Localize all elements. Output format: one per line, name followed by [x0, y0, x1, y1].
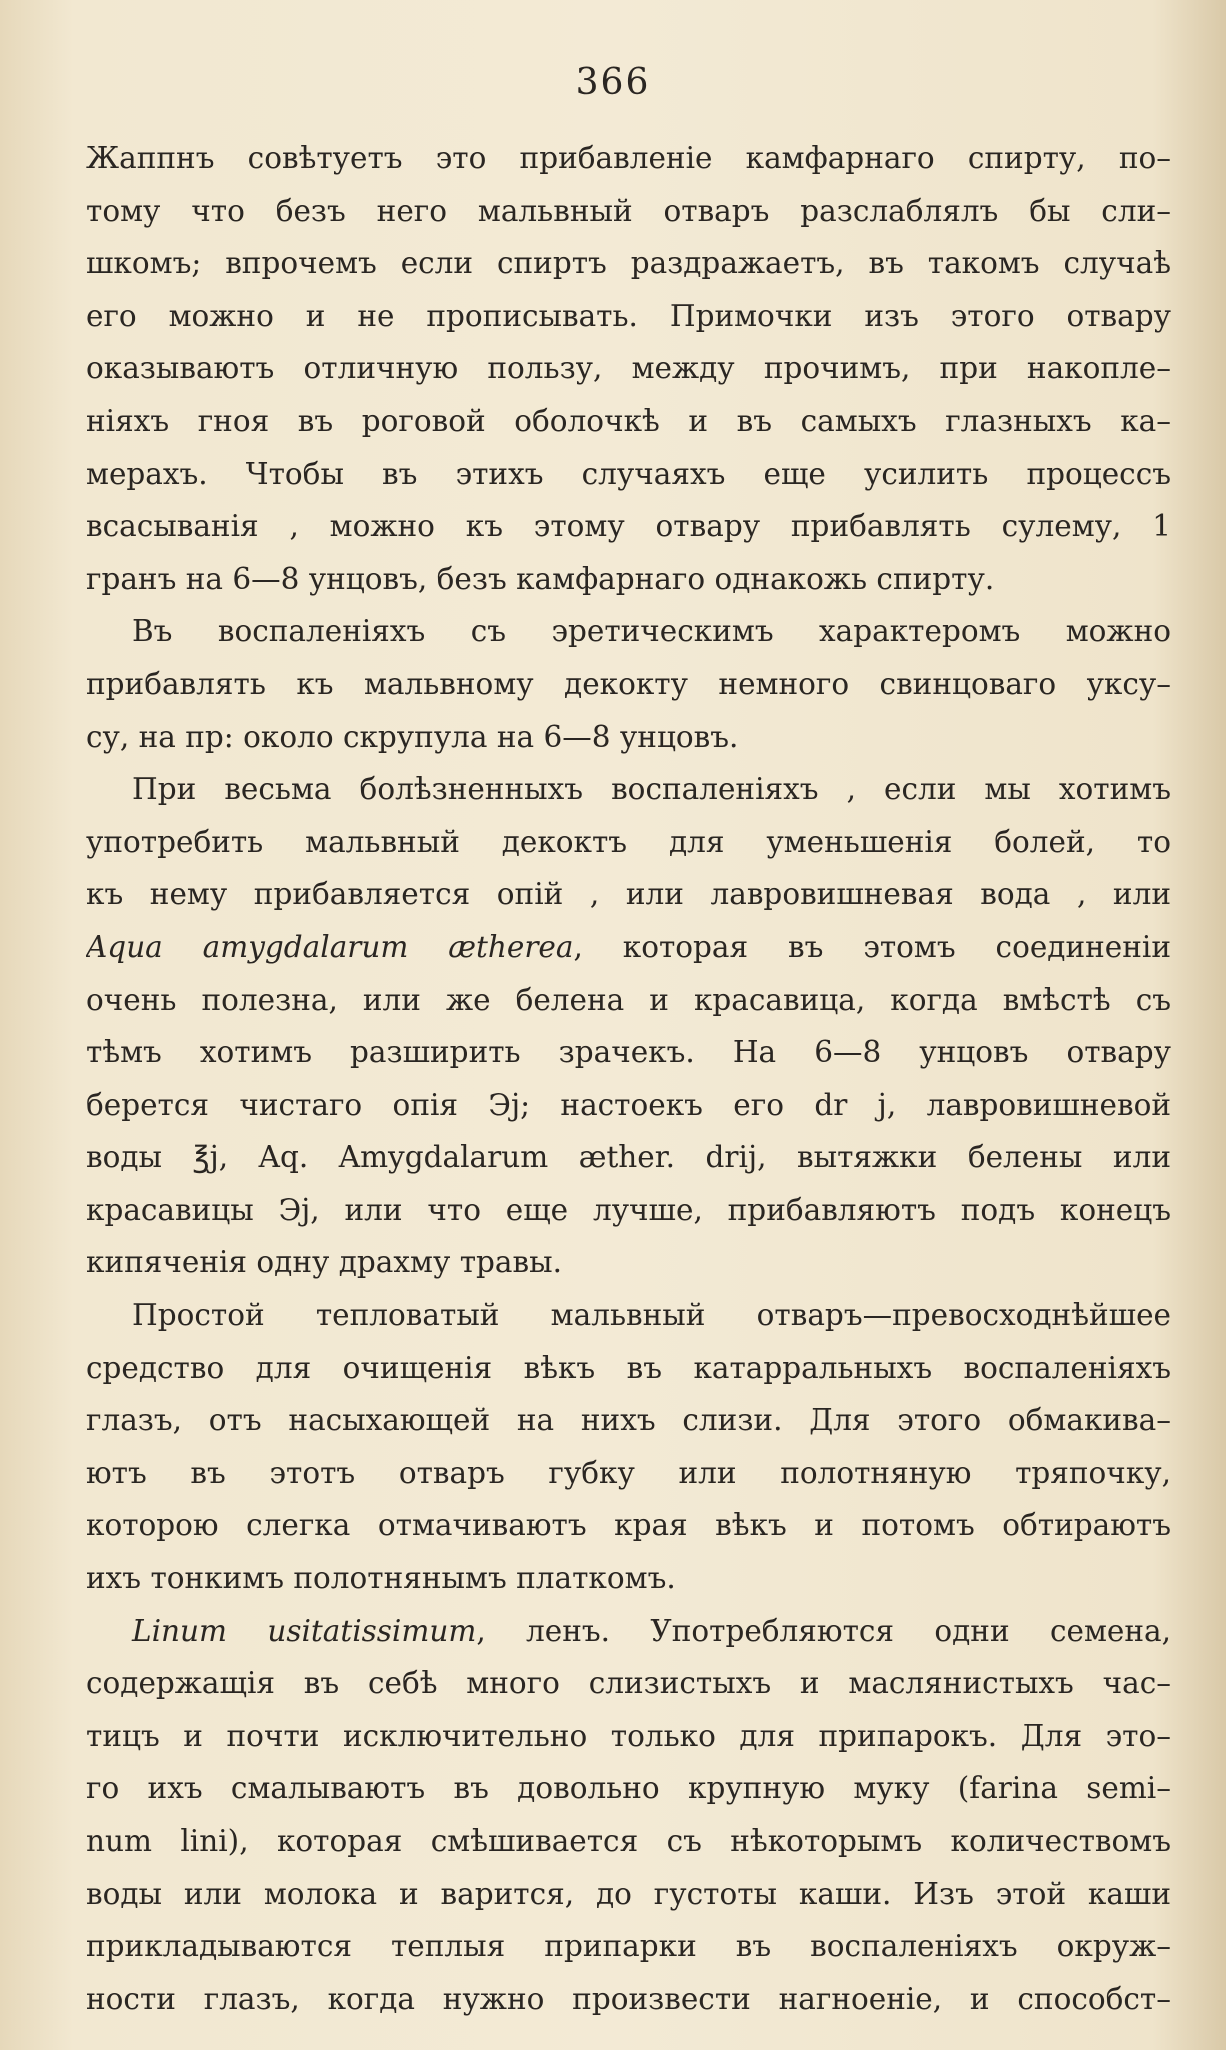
text-line: тому что безъ него мальвный отваръ разслаблялъ бы сли– [86, 193, 1171, 228]
text-line: num lini), которая смѣшивается съ нѣкоторымъ количествомъ [86, 1824, 1171, 1858]
text-line: Въ воспаленіяхъ съ эретическимъ характеромъ можно [132, 614, 1171, 649]
text-line: ніяхъ гноя въ роговой оболочкѣ и въ самыхъ глазныхъ ка– [86, 403, 1171, 438]
text-line: которою слегка отмачиваютъ края вѣкъ и потомъ обтираютъ [86, 1508, 1171, 1543]
text-line: При весьма болѣзненныхъ воспаленіяхъ , если мы хотимъ [132, 772, 1171, 807]
text-line: Aqua amygdalarum æthereа, которая въ этомъ соединеніи [86, 929, 1171, 964]
text-line: воды ℥j, Aq. Amygdalarum æther. drij, вытяжки белены или [86, 1140, 1171, 1175]
text-line: шкомъ; впрочемъ если спиртъ раздражаетъ, въ такомъ случаѣ [86, 246, 1171, 281]
text-line: къ нему прибавляется опій , или лавровишневая вода , или [86, 877, 1171, 912]
text-line: тицъ и почти исключительно только для припарокъ. Для это– [86, 1718, 1171, 1753]
text-line: го ихъ смалываютъ въ довольно крупную муку (farina semi– [86, 1771, 1171, 1806]
text-line: су, на пр: около скрупула на 6—8 унцовъ. [86, 719, 739, 754]
text-line: Простой тепловатый мальвный отваръ—превосходнѣйшее [132, 1298, 1171, 1333]
text-line: ности глазъ, когда нужно произвести нагноеніе, и способст– [86, 1981, 1171, 2016]
text-line: ихъ тонкимъ полотнянымъ платкомъ. [86, 1561, 676, 1596]
page-number: 366 [575, 62, 651, 103]
text-line: глазъ, отъ насыхающей на нихъ слизи. Для этого обмакива– [86, 1403, 1171, 1438]
text-line: всасыванія , можно къ этому отвару прибавлять сулему, 1 [86, 509, 1171, 544]
text-line: мерахъ. Чтобы въ этихъ случаяхъ еще усилить процессъ [86, 456, 1171, 491]
latin-term: Aqua amygdalarum æthereа [86, 929, 574, 964]
text-line: прикладываются теплыя припарки въ воспаленіяхъ окруж– [86, 1929, 1171, 1964]
text-line: тѣмъ хотимъ разширить зрачекъ. На 6—8 унцовъ отвару [86, 1035, 1171, 1070]
body-text [86, 132, 1171, 2025]
text-line: употребить мальвный декоктъ для уменьшенія болей, то [86, 824, 1171, 859]
text-line: оказываютъ отличную пользу, между прочимъ, при накопле– [86, 351, 1171, 386]
latin-term: Linum usitatissimum [132, 1613, 477, 1648]
text-line: красавицы Эj, или что еще лучше, прибавляютъ подъ конецъ [86, 1192, 1171, 1227]
text-line: прибавлять къ мальвному декокту немного свинцоваго уксу– [86, 666, 1171, 701]
text-line: Linum usitatissimum, ленъ. Употребляются одни семена, [132, 1613, 1171, 1648]
text-line: содержащія въ себѣ много слизистыхъ и маслянистыхъ час– [86, 1666, 1171, 1701]
text-line: его можно и не прописывать. Примочки изъ этого отвару [86, 298, 1171, 333]
text-line: кипяченія одну драхму травы. [86, 1245, 562, 1280]
text-line: ютъ въ этотъ отваръ губку или полотняную тряпочку, [86, 1455, 1171, 1490]
text-line: средство для очищенія вѣкъ въ катарральныхъ воспаленіяхъ [86, 1350, 1171, 1385]
text-line: гранъ на 6—8 унцовъ, безъ камфарнаго однакожь спирту. [86, 561, 995, 596]
text-line: воды или молока и варится, до густоты каши. Изъ этой каши [86, 1876, 1171, 1911]
text-line: берется чистаго опія Эj; настоекъ его dr j, лавровишневой [86, 1087, 1171, 1122]
text-line: очень полезна, или же белена и красавица, когда вмѣстѣ съ [86, 982, 1171, 1017]
text-line: Жаппнъ совѣтуетъ это прибавленіе камфарнаго спирту, по– [86, 141, 1171, 175]
